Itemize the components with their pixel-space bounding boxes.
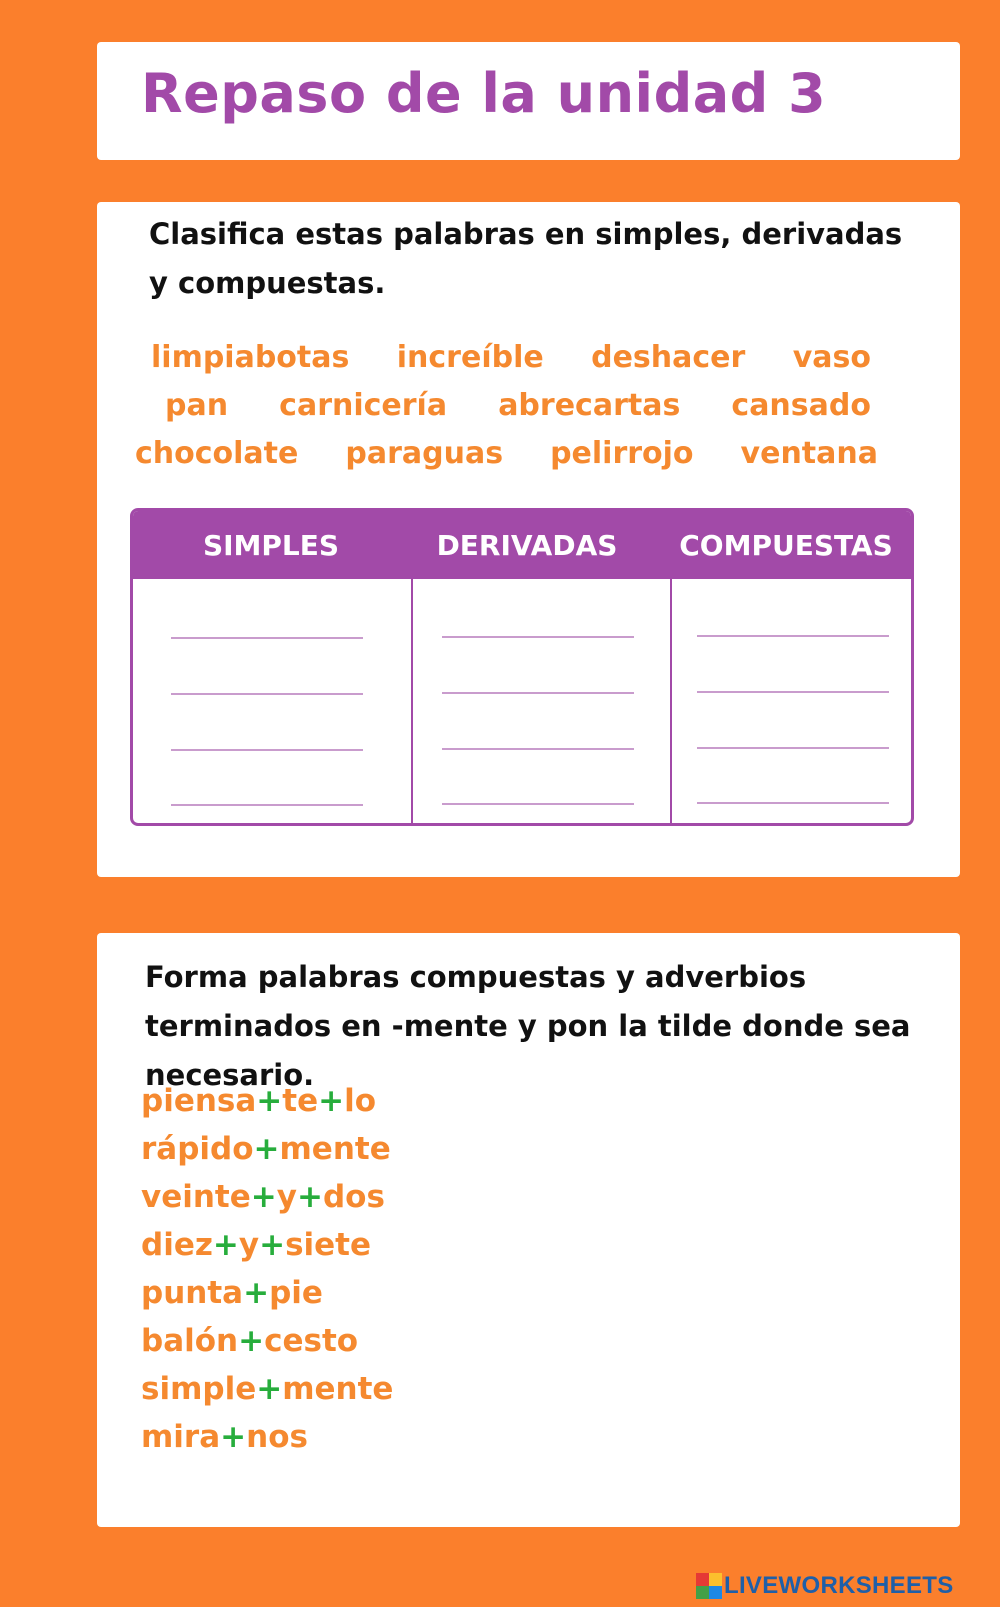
- answer-line-simples[interactable]: [171, 693, 363, 695]
- plus-operator: +: [256, 1083, 283, 1119]
- page-title: Repaso de la unidad 3: [141, 62, 827, 125]
- word: carnicería: [279, 388, 448, 423]
- plus-operator: +: [220, 1419, 247, 1455]
- answer-line-derivadas[interactable]: [442, 803, 634, 805]
- formula-row: [141, 1419, 308, 1455]
- formula-part: diez: [141, 1227, 213, 1263]
- word: cansado: [731, 388, 871, 423]
- formula-part: pie: [269, 1275, 323, 1311]
- formula-row: [141, 1179, 385, 1215]
- formula-part: y: [276, 1179, 297, 1215]
- plus-operator: +: [212, 1227, 239, 1263]
- formula-part: veinte: [141, 1179, 251, 1215]
- formula-part: simple: [141, 1371, 257, 1407]
- table-header: [133, 511, 911, 579]
- formula-part: nos: [246, 1419, 308, 1455]
- formula-row: [141, 1275, 323, 1311]
- word: limpiabotas: [151, 340, 350, 375]
- liveworksheets-logo: [696, 1572, 954, 1600]
- word: paraguas: [345, 436, 504, 471]
- plus-operator: +: [296, 1179, 323, 1215]
- plus-operator: +: [253, 1131, 280, 1167]
- word: abrecartas: [498, 388, 681, 423]
- word-row: [165, 388, 871, 423]
- classify-section: [97, 202, 960, 877]
- formula-part: mente: [279, 1131, 391, 1167]
- formula-part: siete: [285, 1227, 372, 1263]
- compound-words-section: [97, 933, 960, 1527]
- answer-line-simples[interactable]: [171, 804, 363, 806]
- word: pelirrojo: [550, 436, 694, 471]
- formula-part: rápido: [141, 1131, 254, 1167]
- formula-row: [141, 1227, 371, 1263]
- formula-part: y: [238, 1227, 260, 1263]
- answer-line-derivadas[interactable]: [442, 636, 634, 638]
- answer-line-simples[interactable]: [171, 637, 363, 639]
- logo-square: [709, 1573, 722, 1586]
- title-card: [97, 42, 960, 160]
- formula-row: [141, 1323, 358, 1359]
- word: vaso: [792, 340, 871, 375]
- formula-part: lo: [344, 1083, 377, 1119]
- formula-part: punta: [141, 1275, 244, 1311]
- header-derivadas: DERIVADAS: [436, 529, 618, 562]
- answer-line-simples[interactable]: [171, 749, 363, 751]
- word-row: [135, 436, 878, 471]
- answer-line-compuestas[interactable]: [697, 635, 889, 637]
- formula-row: [141, 1131, 391, 1167]
- column-divider: [411, 579, 413, 823]
- formula-row: [141, 1371, 393, 1407]
- brand-name: LIVEWORKSHEETS: [724, 1572, 954, 1599]
- word: increíble: [396, 340, 544, 375]
- formula-row: [141, 1083, 376, 1119]
- plus-operator: +: [238, 1323, 265, 1359]
- word: ventana: [740, 436, 878, 471]
- answer-line-compuestas[interactable]: [697, 802, 889, 804]
- classify-instruction: Clasifica estas palabras en simples, derivadas y compuestas.: [149, 217, 903, 300]
- word: deshacer: [591, 340, 746, 375]
- formula-part: cesto: [264, 1323, 359, 1359]
- formula-part: te: [282, 1083, 319, 1119]
- logo-square: [696, 1586, 709, 1599]
- answer-line-compuestas[interactable]: [697, 747, 889, 749]
- answer-line-derivadas[interactable]: [442, 692, 634, 694]
- word: chocolate: [135, 436, 299, 471]
- answer-line-compuestas[interactable]: [697, 691, 889, 693]
- plus-operator: +: [259, 1227, 286, 1263]
- formula-part: balón: [141, 1323, 239, 1359]
- plus-operator: +: [318, 1083, 345, 1119]
- plus-operator: +: [243, 1275, 270, 1311]
- logo-square: [709, 1586, 722, 1599]
- liveworksheets-icon: [696, 1573, 722, 1599]
- logo-square: [696, 1573, 709, 1586]
- formula-part: piensa: [141, 1083, 257, 1119]
- plus-operator: +: [256, 1371, 283, 1407]
- header-simples: SIMPLES: [202, 529, 340, 562]
- header-compuestas: COMPUESTAS: [679, 529, 893, 562]
- classification-table: [130, 508, 914, 826]
- word: pan: [165, 388, 229, 423]
- formula-part: mira: [141, 1419, 221, 1455]
- compound-instruction: Forma palabras compuestas y adverbios terminados en -mente y pon la tilde donde sea necesario.: [145, 960, 911, 1092]
- formula-part: mente: [282, 1371, 394, 1407]
- plus-operator: +: [250, 1179, 277, 1215]
- formula-part: dos: [322, 1179, 385, 1215]
- column-divider: [670, 579, 672, 823]
- word-row: [151, 340, 871, 375]
- answer-line-derivadas[interactable]: [442, 748, 634, 750]
